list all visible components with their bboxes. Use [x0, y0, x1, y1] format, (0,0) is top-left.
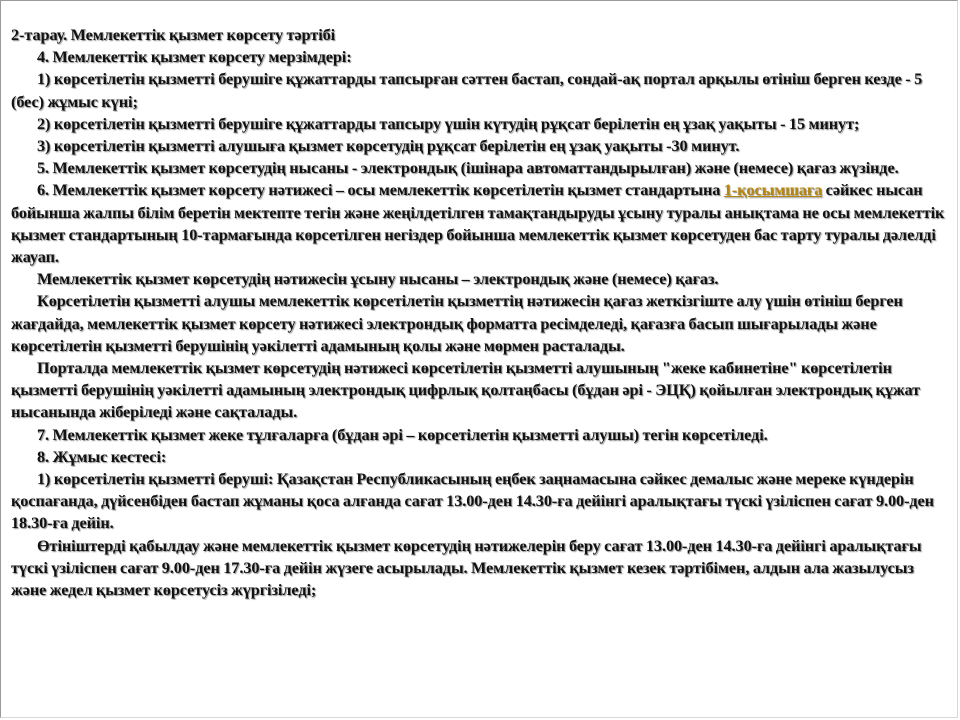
item-4-heading: 4. Мемлекеттік қызмет көрсету мерзімдері:: [37, 48, 352, 67]
paper-result: Көрсетілетін қызметті алушы мемлекеттік көрсетілетін қызметтің нәтижесін қағаз жеткізгіште алу үшін өтініш берген жағдайда, мемлекеттік қызмет көрсету нәтижесі электрондық форматта ресімделеді, қағазға басып шығарылады және көрсетілетін қызметті берушінің уәкілетті адамының қолы және мөрмен расталады.: [11, 292, 903, 355]
item-4-2: 2) көрсетілетін қызметті берушіге құжаттарды тапсыру үшін күтудің рұқсат берілетін ең ұзақ уақыты - 15 минут;: [37, 114, 860, 133]
portal-result: Порталда мемлекеттік қызмет көрсетудің нәтижесі көрсетілетін қызметті алушының "жеке кабинетіне" көрсетілетін қызметті берушінің уәкілетті адамының электрондық цифрлық қолтаңбасы (бұдан әрі - ЭЦҚ) қойылған электрондық құжат нысанында жіберіледі және сақталады.: [11, 359, 921, 422]
item-4-1: 1) көрсетілетін қызметті берушіге құжаттарды тапсырған сәттен бастап, сондай-ақ портал арқылы өтініш берген кезде - 5 (бес) жұмыс күні;: [11, 70, 923, 111]
item-6-text-end: сәйкес нысан бойынша жалпы білім беретін мектепте тегін және жеңілдетілген тамақтандыруды ұсыну туралы анықтама не осы мемлекеттік қызмет стандартының 10-тармағында көрсетілген негіздер бойынша мемлекеттік қызмет көрсетуден бас тарту туралы дәлелді жауап.: [11, 181, 945, 267]
result-form: Мемлекеттік қызмет көрсетудің нәтижесін ұсыну нысаны – электрондық және (немесе) қағаз.: [37, 270, 719, 289]
item-6-text-start: 6. Мемлекеттік қызмет көрсету нәтижесі – осы мемлекеттік көрсетілетін қызмет стандартына: [37, 181, 724, 200]
section-title: 2-тарау. Мемлекеттік қызмет көрсету тәртібі: [11, 26, 336, 44]
item-8-1: 1) көрсетілетін қызметті беруші: Қазақстан Республикасының еңбек заңнамасына сәйкес демалыс және мереке күндерін қоспағанда, дүйсенбіден бастап жұманы қоса алғанда сағат 13.00-ден 14.30-ға дейінгі аралықтағы түскі үзіліспен сағат 9.00-ден 18.30-ға дейін.: [11, 470, 934, 533]
item-4-3: 3) көрсетілетін қызметті алушыға қызмет көрсетудің рұқсат берілетін ең ұзақ уақыты -30 минут.: [37, 137, 740, 156]
item-6: [11, 179, 946, 268]
item-5: 5. Мемлекеттік қызмет көрсетудің нысаны - электрондық (ішінара автоматтандырылған) және (немесе) қағаз жүзінде.: [37, 159, 899, 178]
applications-schedule: Өтініштерді қабылдау және мемлекеттік қызмет көрсетудің нәтижелерін беру сағат 13.00-ден 14.30-ға дейінгі аралықтағы түскі үзіліспен сағат 9.00-ден 17.30-ға дейін жүзеге асырылады. Мемлекеттік қызмет кезек тәртібімен, алдын ала жазылусыз және жедел қызмет көрсетусіз жүргізіледі;: [11, 536, 922, 600]
document-body: [11, 24, 946, 601]
annex-1-link[interactable]: 1-қосымшаға: [723, 181, 823, 200]
item-8-heading: 8. Жұмыс кестесі:: [37, 447, 167, 466]
item-7: 7. Мемлекеттік қызмет жеке тұлғаларға (бұдан әрі – көрсетілетін қызметті алушы) тегін көрсетіледі.: [37, 425, 768, 444]
